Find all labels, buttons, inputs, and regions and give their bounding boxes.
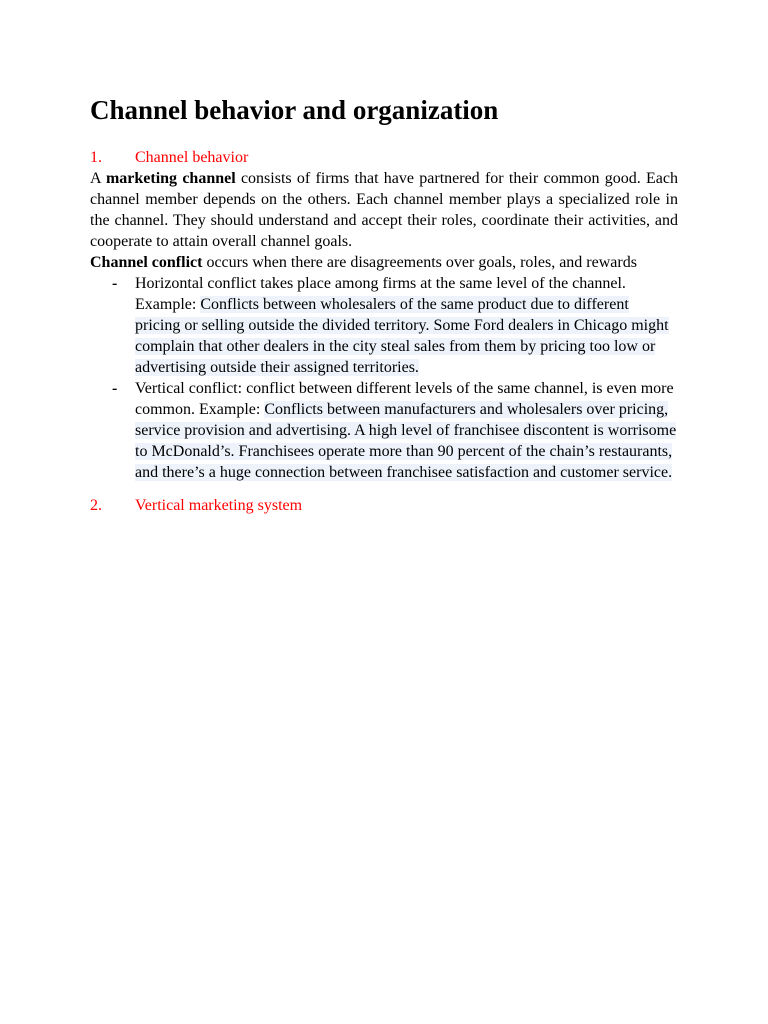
conflict-list xyxy=(90,273,678,483)
section-heading-channel-behavior xyxy=(90,147,678,168)
marketing-channel-paragraph xyxy=(90,168,678,252)
section-number: 2. xyxy=(90,497,102,514)
section-title: Channel behavior xyxy=(135,149,249,166)
document-title: Channel behavior and organization xyxy=(90,95,499,125)
document-page xyxy=(90,92,678,516)
list-item-vertical-conflict xyxy=(90,378,678,483)
marketing-channel-term: marketing channel xyxy=(105,170,236,187)
bullet-dash: - xyxy=(112,380,118,397)
bullet-dash: - xyxy=(112,275,118,292)
highlighted-example: Conflicts between manufacturers and wholesalers over pricing, service provision and advertising. A high level of franchisee discontent is worrisome to McDonald’s. Franchisees operate more than 90 percent of the chain’s restaurants, and there’s a huge connection between franchisee satisfaction and customer service. xyxy=(135,401,677,481)
list-item-intro: Vertical conflict: conflict between different levels of the same channel, is even more common. Example: xyxy=(135,380,674,418)
list-item-horizontal-conflict xyxy=(90,273,678,378)
section-number: 1. xyxy=(90,149,102,166)
section-title: Vertical marketing system xyxy=(135,497,303,514)
paragraph-text: consists of firms that have partnered for their common good. Each channel member depends on the others. Each channel member plays a specialized role in the channel. They should understand and accept their roles, coordinate their activities, and cooperate to attain overall channel goals. xyxy=(90,170,678,250)
paragraph-text: occurs when there are disagreements over goals, roles, and rewards xyxy=(202,254,637,271)
paragraph-lead: A xyxy=(90,170,106,187)
section-heading-vertical-marketing-system xyxy=(90,495,678,516)
highlighted-example: Conflicts between wholesalers of the same product due to different pricing or selling outside the divided territory. Some Ford dealers in Chicago might complain that other dealers in the city steal sales from them by pricing too low or advertising outside their assigned territories. xyxy=(135,296,669,376)
list-item-text xyxy=(135,378,678,483)
channel-conflict-term: Channel conflict xyxy=(90,254,203,271)
list-item-intro: Horizontal conflict takes place among firms at the same level of the channel. Example: xyxy=(135,275,626,313)
channel-conflict-paragraph xyxy=(90,252,678,273)
spacer xyxy=(90,483,678,495)
list-item-text xyxy=(135,273,678,378)
